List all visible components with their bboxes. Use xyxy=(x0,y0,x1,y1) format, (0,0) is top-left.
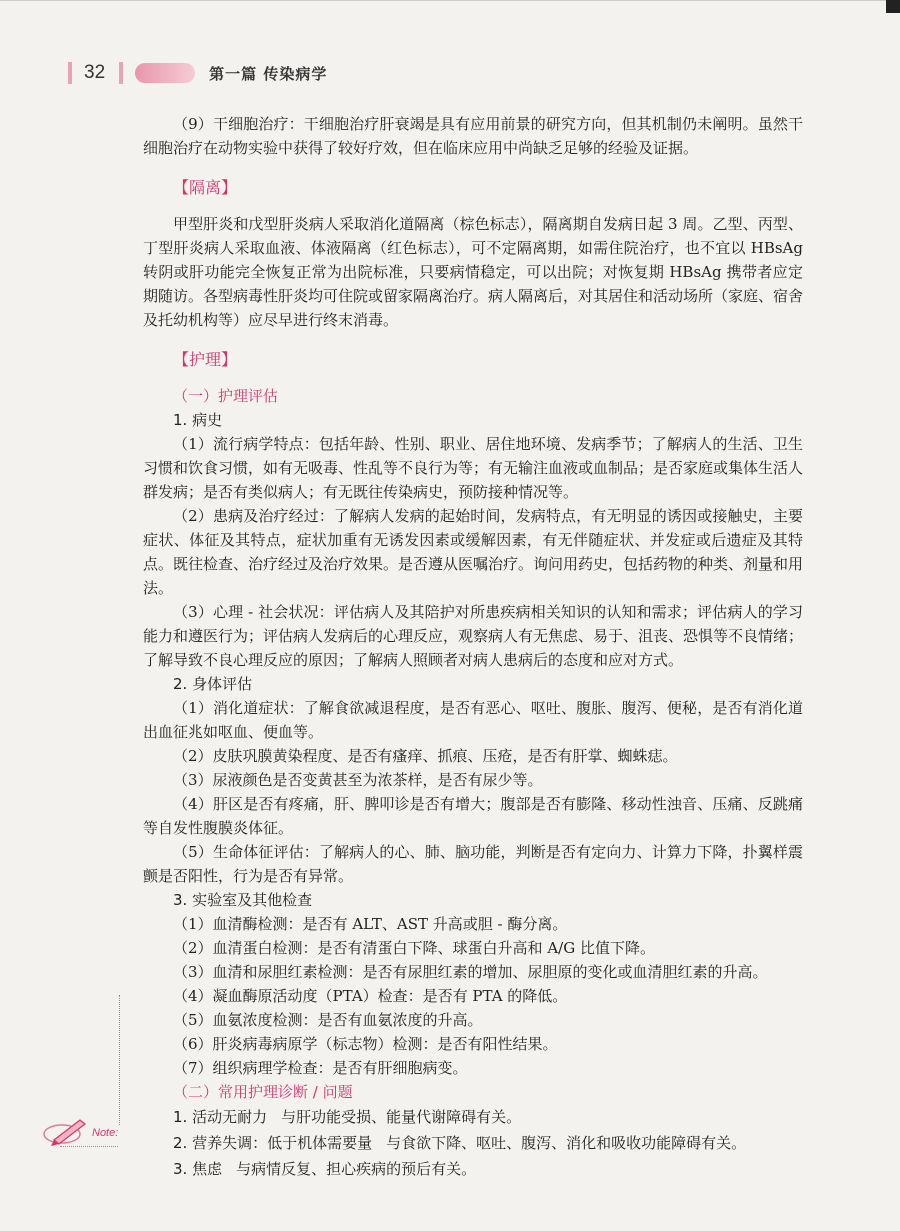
top-rule xyxy=(0,0,900,1)
lab-item: （5）血氨浓度检测：是否有血氨浓度的升高。 xyxy=(173,1011,483,1029)
history-item: （1）流行病学特点：包括年龄、性别、职业、居住地环境、发病季节；了解病人的生活、卫生习惯和饮食习惯，如有无吸毒、性乱等不良行为等；有无输注血液或血制品；是否家庭或集体生活人群发病；是否有类似病人；有无既往传染病史，预防接种情况等。 xyxy=(143,435,804,501)
diagnosis-text: 与肝功能受损、能量代谢障碍有关。 xyxy=(281,1108,522,1126)
note-dotted-line xyxy=(119,995,120,1125)
history-item: （2）患病及治疗经过：了解病人发病的起始时间，发病特点，有无明显的诱因或接触史，主要症状、体征及其特点，症状加重有无诱发因素或缓解因素，有无伴随症状、并发症或后遗症及其特点。既往检查、治疗经过及治疗效果。是否遵从医嘱治疗。询问用药史，包括药物的种类、剂量和用法。 xyxy=(143,507,804,597)
header-pill xyxy=(135,63,195,83)
lab-item: （1）血清酶检测：是否有 ALT、AST 升高或胆 - 酶分离。 xyxy=(173,915,568,933)
intro-paragraph: （9）干细胞治疗：干细胞治疗肝衰竭是具有应用前景的研究方向，但其机制仍未阐明。虽然干细胞治疗在动物实验中获得了较好疗效，但在临床应用中尚缺乏足够的经验及证据。 xyxy=(143,115,803,157)
physical-item: （1）消化道症状：了解食欲减退程度，是否有恶心、呕吐、腹胀、腹泻、便秘，是否有消化道出血征兆如呕血、便血等。 xyxy=(143,699,803,741)
note-label: Note: xyxy=(92,1127,119,1139)
diagnosis-text: 与食欲下降、呕吐、腹泻、消化和吸收功能障碍有关。 xyxy=(386,1134,747,1152)
assessment-title: （一）护理评估 xyxy=(173,387,279,405)
physical-item: （2）皮肤巩膜黄染程度、是否有瘙痒、抓痕、压疮，是否有肝掌、蜘蛛痣。 xyxy=(173,747,678,765)
physical-item: （5）生命体征评估：了解病人的心、肺、脑功能，判断是否有定向力、计算力下降，扑翼样震颤是否阳性，行为是否有异常。 xyxy=(143,843,803,885)
diagnosis-title: （二）常用护理诊断 / 问题 xyxy=(173,1083,353,1101)
lab-item: （4）凝血酶原活动度（PTA）检查：是否有 PTA 的降低。 xyxy=(173,987,568,1005)
lab-item: （3）血清和尿胆红素检测：是否有尿胆红素的增加、尿胆原的变化或血清胆红素的升高。 xyxy=(173,963,768,981)
lab-title: 3. 实验室及其他检查 xyxy=(173,891,313,909)
nursing-heading: 【护理】 xyxy=(173,350,238,369)
page-content xyxy=(143,112,803,1182)
header-bar-2 xyxy=(119,62,123,84)
physical-title: 2. 身体评估 xyxy=(173,675,253,693)
diagnosis-key: 1. 活动无耐力 xyxy=(173,1108,268,1126)
isolation-paragraph: 甲型肝炎和戊型肝炎病人采取消化道隔离（棕色标志），隔离期自发病日起 3 周。乙型、丙型、丁型肝炎病人采取血液、体液隔离（红色标志），可不定隔离期，如需住院治疗，也不宜以 HBsAg 转阴或肝功能完全恢复正常为出院标准，只要病情稳定，可以出院；对恢复期 HBsAg 携带者应定期随访。各型病毒性肝炎均可住院或留家隔离治疗。病人隔离后，对其居住和活动场所（家庭、宿舍及托幼机构等）应尽早进行终末消毒。 xyxy=(143,215,804,329)
corner-mark xyxy=(886,0,900,13)
history-title: 1. 病史 xyxy=(173,411,223,429)
lab-item: （2）血清蛋白检测：是否有清蛋白下降、球蛋白升高和 A/G 比值下降。 xyxy=(173,939,655,957)
header-bar xyxy=(68,62,72,84)
lab-item: （6）肝炎病毒病原学（标志物）检测：是否有阳性结果。 xyxy=(173,1035,558,1053)
diagnosis-key: 3. 焦虑 xyxy=(173,1160,223,1178)
history-item: （3）心理 - 社会状况：评估病人及其陪护对所患疾病相关知识的认知和需求；评估病人的学习能力和遵医行为；评估病人发病后的心理反应，观察病人有无焦虑、易于、沮丧、恐惧等不良情绪；了解导致不良心理反应的原因；了解病人照顾者对病人患病后的态度和应对方式。 xyxy=(143,603,804,669)
diagnosis-key: 2. 营养失调：低于机体需要量 xyxy=(173,1134,373,1152)
physical-item: （4）肝区是否有疼痛，肝、脾叩诊是否有增大；腹部是否有膨隆、移动性浊音、压痛、反跳痛等自发性腹膜炎体征。 xyxy=(143,795,803,837)
pencil-icon xyxy=(40,1110,140,1150)
running-title: 第一篇 传染病学 xyxy=(209,64,328,83)
page-header xyxy=(68,60,327,86)
diagnosis-item xyxy=(173,1156,803,1182)
physical-item: （3）尿液颜色是否变黄甚至为浓茶样，是否有尿少等。 xyxy=(173,771,543,789)
diagnosis-item xyxy=(173,1130,803,1156)
diagnosis-text: 与病情反复、担心疾病的预后有关。 xyxy=(236,1160,477,1178)
diagnosis-item xyxy=(173,1104,803,1130)
isolation-heading: 【隔离】 xyxy=(173,178,238,197)
page-number: 32 xyxy=(84,62,106,83)
lab-item: （7）组织病理学检查：是否有肝细胞病变。 xyxy=(173,1059,468,1077)
